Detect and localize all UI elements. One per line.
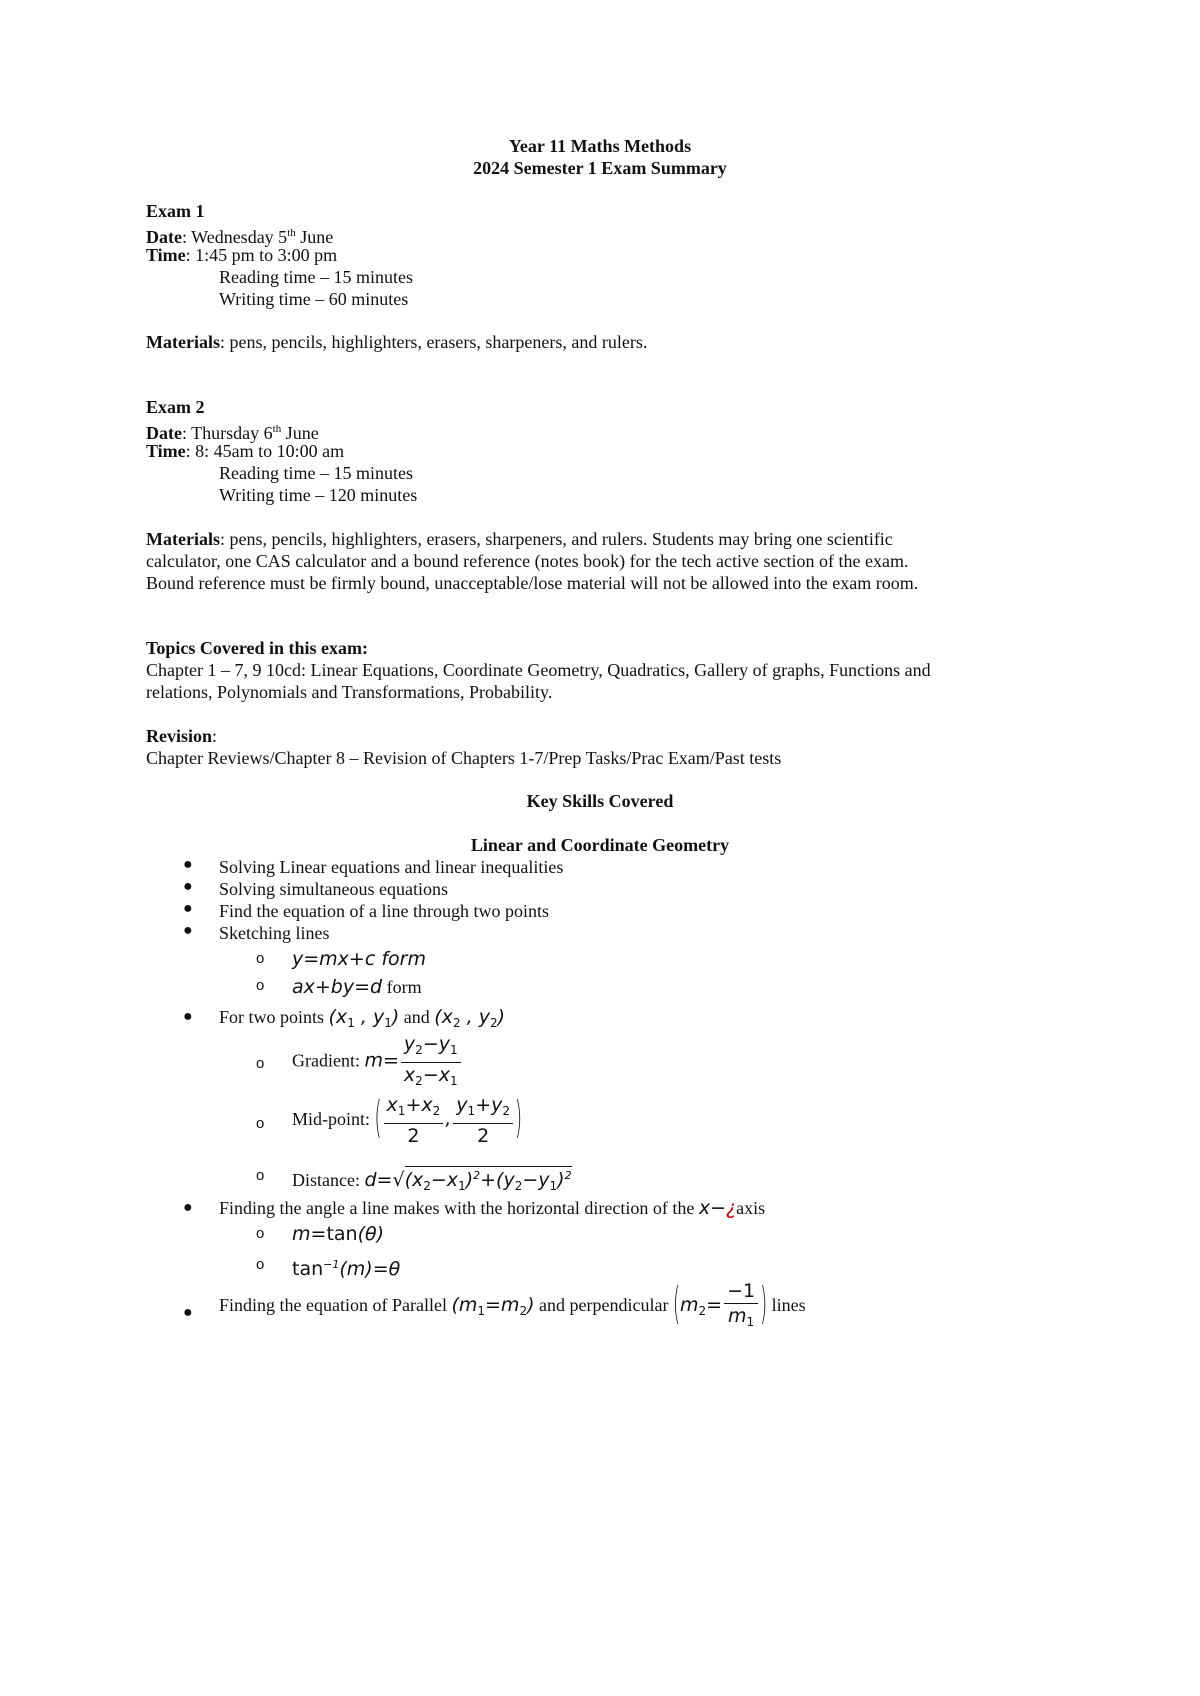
two-points-and: and [403, 1007, 430, 1027]
left-paren: ( [374, 1093, 382, 1144]
date-value: : Thursday 6 [181, 423, 273, 443]
left-paren: ( [672, 1279, 680, 1330]
exam2-writing-time: Writing time – 120 minutes [219, 485, 418, 505]
parallel-perpendicular-item [219, 1278, 806, 1338]
distance-label: Distance: [292, 1170, 365, 1190]
revision-heading [146, 725, 217, 747]
midpoint-y-fraction: $\frac{y_1+y_2}{2}$ [453, 1093, 513, 1148]
perp-fraction: $\frac{-1}{m_1}$ [724, 1279, 758, 1334]
section-heading: Linear and Coordinate Geometry [470, 835, 730, 855]
document-subtitle: 2024 Semester 1 Exam Summary [473, 158, 727, 178]
time-label: Time [146, 245, 186, 265]
date-ordinal: th [272, 423, 282, 435]
parallel-text: Finding the equation of Parallel [219, 1295, 452, 1315]
midpoint-formula: Mid-point: ( $\frac{x_1+x_2}{2}$ , $\frac{y_1+y_2}{2}$ ) [292, 1092, 522, 1148]
angle-text: Finding the angle a line makes with the horizontal direction of the [219, 1198, 699, 1218]
exam2-materials-line3: Bound reference must be firmly bound, unacceptable/lose material will not be allowed into the exam room. [146, 573, 919, 593]
list-item: Find the equation of a line through two points [219, 901, 549, 921]
date-value: : Wednesday 5 [181, 227, 288, 247]
bullet-icon: ● [183, 878, 193, 895]
angle-axis: axis [736, 1198, 766, 1218]
arctan-formula: $\tan^{-1}(m)=\theta$ [292, 1258, 401, 1280]
circle-bullet-icon: o [256, 1225, 265, 1242]
list-item: Sketching lines [219, 923, 330, 943]
revision-colon: : [212, 726, 218, 746]
exam2-time [146, 440, 344, 462]
circle-bullet-icon: o [256, 977, 265, 994]
distance-math: $d=√(x_2-x_1)^2+(y_2-y_1)^2$ [364, 1166, 571, 1191]
bullet-icon: ● [183, 1199, 193, 1216]
right-paren: ) [515, 1093, 523, 1144]
key-skills-heading: Key Skills Covered [526, 791, 674, 811]
time-label: Time [146, 441, 186, 461]
list-item: Solving simultaneous equations [219, 879, 448, 899]
topics-heading: Topics Covered in this exam: [146, 638, 369, 658]
time-value: : 1:45 pm to 3:00 pm [185, 245, 338, 265]
parallel-math: $(m_1=m_2)$ [451, 1294, 535, 1318]
lines-text: lines [767, 1295, 806, 1315]
bullet-icon: ● [183, 856, 193, 873]
list-item: Solving Linear equations and linear inequalities [219, 857, 564, 877]
time-value: : 8: 45am to 10:00 am [185, 441, 345, 461]
date-ordinal: th [287, 227, 296, 239]
date-month: June [281, 423, 319, 443]
circle-bullet-icon: o [256, 1256, 265, 1273]
equation-general-form [292, 976, 422, 998]
tan-formula: m=tan(θ) [292, 1223, 385, 1245]
date-label: Date [146, 227, 182, 247]
topics-line1: Chapter 1 – 7, 9 10cd: Linear Equations, Coordinate Geometry, Quadratics, Gallery of graphs, Functions and [146, 660, 931, 680]
perp-m2: $m_2=$ [679, 1294, 723, 1318]
equation-slope-intercept: y=mx+c form [292, 948, 426, 970]
circle-bullet-icon: o [256, 1055, 265, 1072]
materials-label: Materials [146, 529, 220, 549]
materials-label: Materials [146, 332, 220, 352]
circle-bullet-icon: o [256, 950, 265, 967]
circle-bullet-icon: o [256, 1115, 265, 1132]
point-1-math: ($x_1$ , $y_1$) [328, 1006, 400, 1030]
date-month: June [295, 227, 334, 247]
topics-line2: relations, Polynomials and Transformations, Probability. [146, 682, 553, 702]
bullet-icon: ● [183, 1008, 193, 1025]
exam2-materials-line2: calculator, one CAS calculator and a bound reference (notes book) for the tech active section of the exam. [146, 551, 909, 571]
point-2-math: ($x_2$ , $y_2$) [434, 1006, 506, 1030]
exam1-heading: Exam 1 [146, 201, 205, 221]
document-title: Year 11 Maths Methods [508, 136, 692, 156]
right-paren: ) [760, 1279, 768, 1330]
general-form-math: ax+by=d [292, 976, 383, 998]
materials-value: : pens, pencils, highlighters, erasers, sharpeners, and rulers. Students may bring one scientific [219, 529, 893, 549]
x-axis-math: x−¿ [698, 1197, 737, 1219]
exam2-heading: Exam 2 [146, 397, 205, 417]
general-form-text: form [382, 977, 422, 997]
revision-text: Chapter Reviews/Chapter 8 – Revision of Chapters 1-7/Prep Tasks/Prac Exam/Past tests [146, 748, 782, 768]
materials-value: : pens, pencils, highlighters, erasers, sharpeners, and rulers. [219, 332, 648, 352]
angle-item [219, 1197, 765, 1219]
midpoint-label: Mid-point: [292, 1109, 375, 1129]
bullet-icon: ● [183, 922, 193, 939]
perp-text: and perpendicular [539, 1295, 673, 1315]
gradient-m: m= [364, 1049, 399, 1072]
bullet-icon: ● [183, 900, 193, 917]
two-points-item [219, 1006, 505, 1034]
midpoint-x-fraction: $\frac{x_1+x_2}{2}$ [384, 1093, 444, 1148]
revision-label: Revision [146, 726, 213, 746]
exam1-writing-time: Writing time – 60 minutes [219, 289, 409, 309]
gradient-fraction: $\frac{y_2-y_1}{x_2-x_1}$ [401, 1032, 461, 1093]
date-label: Date [146, 423, 182, 443]
bullet-icon: ● [183, 1304, 193, 1321]
exam2-materials-line1 [146, 528, 893, 550]
two-points-text: For two points [219, 1007, 329, 1027]
exam1-materials [146, 331, 647, 353]
circle-bullet-icon: o [256, 1167, 265, 1184]
distance-formula [292, 1160, 572, 1202]
exam1-reading-time: Reading time – 15 minutes [219, 267, 413, 287]
exam1-time [146, 244, 337, 266]
gradient-label: Gradient: [292, 1050, 365, 1071]
exam2-reading-time: Reading time – 15 minutes [219, 463, 413, 483]
